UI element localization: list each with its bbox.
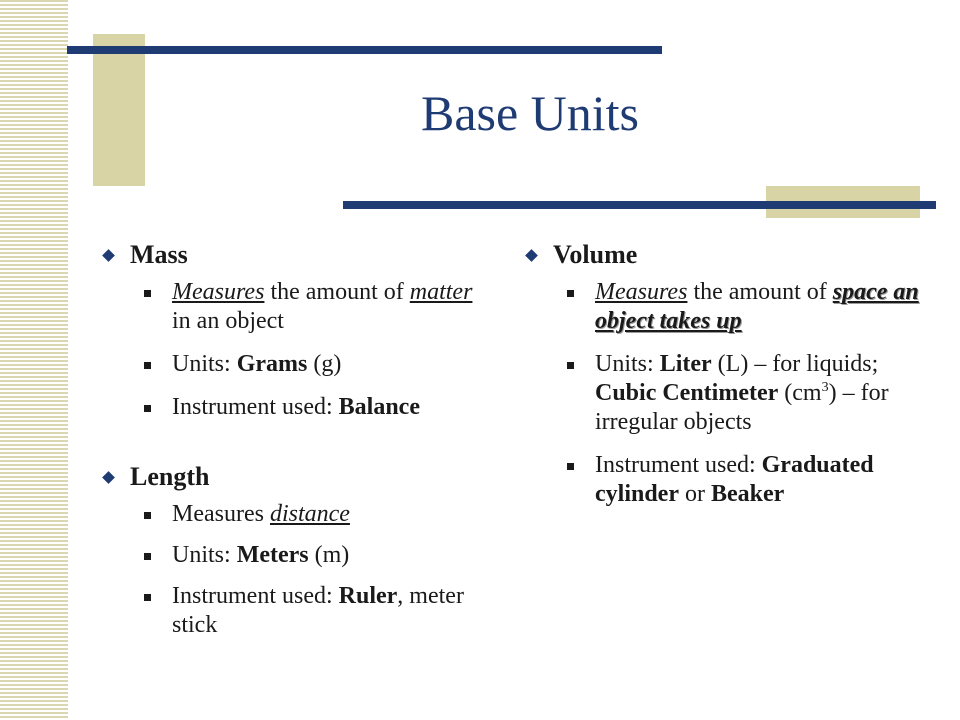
- diamond-bullet-icon: [102, 471, 115, 484]
- volume-section: [525, 240, 925, 509]
- mass-heading: Mass: [102, 240, 492, 270]
- length-bullet-measures: Measures distance: [144, 500, 492, 529]
- mass-section: [102, 240, 492, 422]
- square-bullet-icon: [567, 362, 574, 369]
- mass-bullet-measures: Measures the amount of matter in an object: [144, 278, 492, 336]
- length-bullet-units: Units: Meters (m): [144, 541, 492, 570]
- square-bullet-icon: [144, 290, 151, 297]
- square-bullet-icon: [144, 553, 151, 560]
- diamond-bullet-icon: [525, 249, 538, 262]
- square-bullet-icon: [144, 594, 151, 601]
- volume-bullet-measures: Measures the amount of space an object takes up: [567, 278, 925, 336]
- length-section: [102, 462, 492, 640]
- diamond-bullet-icon: [102, 249, 115, 262]
- square-bullet-icon: [567, 463, 574, 470]
- square-bullet-icon: [144, 405, 151, 412]
- length-bullet-instrument: Instrument used: Ruler, meter stick: [144, 582, 492, 640]
- mass-bullet-instrument: Instrument used: Balance: [144, 393, 492, 422]
- square-bullet-icon: [144, 362, 151, 369]
- square-bullet-icon: [144, 512, 151, 519]
- deco-navy-bottom-line: [343, 201, 936, 209]
- square-bullet-icon: [567, 290, 574, 297]
- length-heading: Length: [102, 462, 492, 492]
- volume-bullet-units: Units: Liter (L) – for liquids; Cubic Centimeter $(cm^3)$ – for irregular objects: [567, 350, 925, 437]
- right-column: [525, 240, 925, 549]
- deco-navy-top-line: [67, 46, 662, 54]
- volume-heading: Volume: [525, 240, 925, 270]
- slide-title: Base Units: [420, 85, 640, 141]
- left-column: [102, 240, 492, 680]
- volume-bullet-instrument: Instrument used: Graduated cylinder or Beaker: [567, 451, 925, 509]
- mass-bullet-units: Units: Grams (g): [144, 350, 492, 379]
